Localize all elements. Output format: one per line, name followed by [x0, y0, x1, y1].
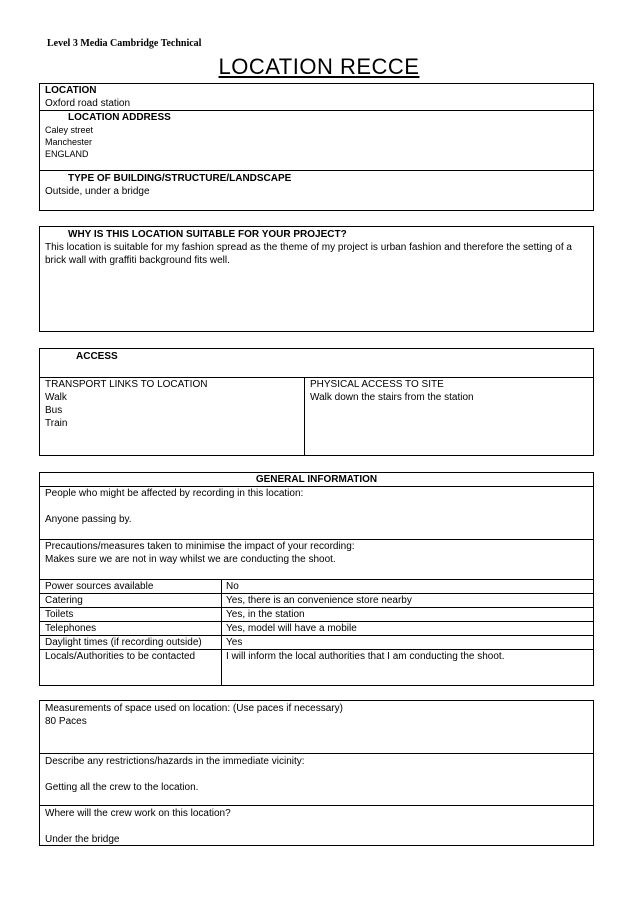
- info-row-value: Yes, there is an convenience store nearby: [226, 595, 412, 606]
- affected-label: People who might be affected by recording in this location:: [45, 488, 304, 499]
- building-type-label: TYPE OF BUILDING/STRUCTURE/LANDSCAPE: [68, 173, 292, 184]
- measurements-label: Measurements of space used on location: (Use paces if necessary): [45, 703, 343, 714]
- precautions-value: Makes sure we are not in way whilst we are conducting the shoot.: [45, 554, 336, 565]
- physical-access-value: Walk down the stairs from the station: [310, 392, 474, 403]
- divider: [40, 170, 593, 171]
- info-row-value: Yes: [226, 637, 243, 648]
- address-line: Manchester: [45, 137, 93, 147]
- divider: [40, 635, 593, 636]
- divider: [40, 377, 593, 378]
- crew-value: Under the bridge: [45, 834, 120, 845]
- divider: [40, 110, 593, 111]
- page-title: LOCATION RECCE: [218, 54, 420, 79]
- info-row-value: Yes, model will have a mobile: [226, 623, 357, 634]
- info-row-label: Catering: [45, 595, 83, 606]
- divider: [40, 805, 593, 806]
- suitability-text-line: brick wall with graffiti background fits well.: [45, 255, 230, 266]
- measurements-section: [39, 700, 594, 846]
- transport-item: Walk: [45, 392, 67, 403]
- access-section: [39, 348, 594, 456]
- info-row-value: Yes, in the station: [226, 609, 305, 620]
- divider: [304, 377, 305, 455]
- restrictions-value: Getting all the crew to the location.: [45, 782, 199, 793]
- divider: [40, 579, 593, 580]
- divider: [221, 579, 222, 685]
- info-row-value: No: [226, 581, 239, 592]
- crew-label: Where will the crew work on this location?: [45, 808, 231, 819]
- info-row-label: Daylight times (if recording outside): [45, 637, 202, 648]
- info-row-value: I will inform the local authorities that I am conducting the shoot.: [226, 651, 505, 662]
- divider: [40, 649, 593, 650]
- location-label: LOCATION: [45, 85, 97, 96]
- precautions-label: Precautions/measures taken to minimise the impact of your recording:: [45, 541, 355, 552]
- suitability-label: WHY IS THIS LOCATION SUITABLE FOR YOUR PROJECT?: [68, 229, 347, 240]
- info-row-label: Telephones: [45, 623, 97, 634]
- address-line: Caley street: [45, 125, 94, 135]
- general-info-section: [39, 472, 594, 686]
- divider: [40, 593, 593, 594]
- address-line: ENGLAND: [45, 149, 89, 159]
- header-note: Level 3 Media Cambridge Technical: [47, 38, 202, 49]
- info-row-label: Power sources available: [45, 581, 154, 592]
- location-address-label: LOCATION ADDRESS: [68, 112, 171, 123]
- suitability-section: [39, 226, 594, 332]
- transport-item: Train: [45, 418, 68, 429]
- access-label: ACCESS: [76, 351, 118, 362]
- general-info-label: GENERAL INFORMATION: [255, 474, 378, 485]
- divider: [40, 607, 593, 608]
- divider: [40, 753, 593, 754]
- location-section: [39, 83, 594, 211]
- divider: [40, 539, 593, 540]
- physical-access-label: PHYSICAL ACCESS TO SITE: [310, 379, 444, 390]
- divider: [40, 486, 593, 487]
- affected-value: Anyone passing by.: [45, 514, 132, 525]
- location-value: Oxford road station: [45, 98, 131, 109]
- measurements-value: 80 Paces: [45, 716, 87, 727]
- transport-label: TRANSPORT LINKS TO LOCATION: [45, 379, 208, 390]
- suitability-text-line: This location is suitable for my fashion spread as the theme of my project is urban fashion and therefore the setting of a: [45, 242, 572, 253]
- info-row-label: Locals/Authorities to be contacted: [45, 651, 196, 662]
- transport-item: Bus: [45, 405, 63, 416]
- building-type-value: Outside, under a bridge: [45, 186, 150, 197]
- restrictions-label: Describe any restrictions/hazards in the immediate vicinity:: [45, 756, 305, 767]
- info-row-label: Toilets: [45, 609, 74, 620]
- divider: [40, 621, 593, 622]
